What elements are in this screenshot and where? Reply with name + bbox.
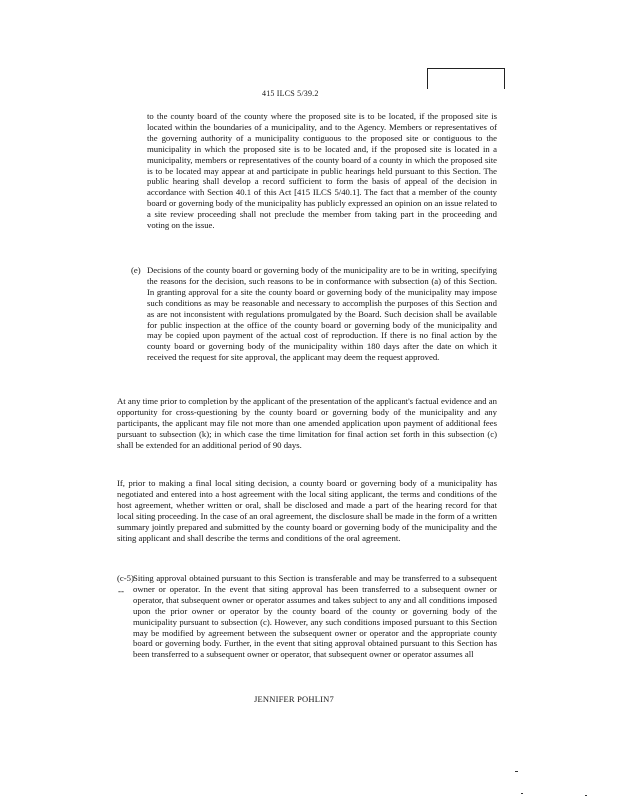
subsection-c-text: Decisions of the county board or governing body of the municipality are to be in writing, specifying the reasons for the decision, such reasons to be in conformance with subsection (a) of this Section. In granting approval for a site the county board or governing body of the municipality may impose such conditions as may be reasonable and necessary to accomplish the purposes of this Section and as are not inconsistent with regulations promulgated by the Board. Such decision shall be available for public inspection at the office of the county board or governing body of the municipality and may be copied upon payment of the actual cost of reproduction. If there is no final action by the county board or governing body of the municipality within 180 days after the date on which it received the request for site approval, the applicant may deem the request approved.: [147, 265, 497, 363]
scan-speck: [585, 795, 587, 796]
paragraph-continuation-text: to the county board of the county where the proposed site is to be located, if the proposed site is located within the boundaries of a municipality, and to the Agency. Members or representatives of the governing authority of a municipality contiguous to the proposed site or contiguous to the municipality in which the proposed site is to be located and, if the proposed site is located in a municipality, members or representatives of the county board of a county in which the proposed site is to be located may appear at and participate in public hearings held pursuant to this Section. The public hearing shall develop a record sufficient to form the basis of appeal of the decision in accordance with Section 40.1 of this Act [415 ILCS 5/40.1]. The fact that a member of the county board or governing body of the municipality has publicly expressed an opinion on an issue related to a site review proceeding shall not preclude the member from taking part in the proceeding and voting on the issue.: [147, 111, 497, 231]
margin-mark: --: [118, 586, 124, 596]
paragraph-host-agreement: [117, 478, 497, 543]
scan-speck: [521, 793, 523, 794]
stamp-box: [427, 68, 505, 89]
paragraph-amendment: [117, 396, 497, 451]
page-footer: JENNIFER POHLIN7: [254, 694, 334, 704]
paragraph-host-agreement-text: If, prior to making a final local siting decision, a county board or governing body of a municipality has negotiated and entered into a host agreement with the local siting applicant, the terms and conditions of the host agreement, whether written or oral, shall be disclosed and made a part of the hearing record for that local siting proceeding. In the case of an oral agreement, the disclosure shall be made in the form of a written summary jointly prepared and submitted by the county board or governing body of the municipality and the siting applicant and shall describe the terms and conditions of the oral agreement.: [117, 478, 497, 543]
subsection-c5-label: (c-5): [117, 573, 134, 583]
page-header: 415 ILCS 5/39.2: [262, 89, 319, 98]
paragraph-amendment-text: At any time prior to completion by the applicant of the presentation of the applicant's factual evidence and an opportunity for cross-questioning by the county board or governing body of the municipality and any participants, the applicant may file not more than one amended application upon payment of additional fees pursuant to subsection (k); in which case the time limitation for final action set forth in this subsection (c) shall be extended for an additional period of 90 days.: [117, 396, 497, 450]
paragraph-continuation: [147, 111, 497, 231]
subsection-c5-text: Siting approval obtained pursuant to this Section is transferable and may be transferred to a subsequent owner or operator. In the event that siting approval has been transferred to a subsequent owner or operator, that subsequent owner or operator assumes and takes subject to any and all conditions imposed upon the prior owner or operator by the county board of the county or governing body of the municipality pursuant to subsection (c). However, any such conditions imposed pursuant to this Section may be modified by agreement between the subsequent owner or operator and the appropriate county board or governing body. Further, in the event that siting approval obtained pursuant to this Section has been transferred to a subsequent owner or operator, that subsequent owner or operator assumes all: [133, 573, 497, 660]
subsection-c-label: (e): [131, 265, 141, 275]
scan-speck: [515, 771, 518, 772]
